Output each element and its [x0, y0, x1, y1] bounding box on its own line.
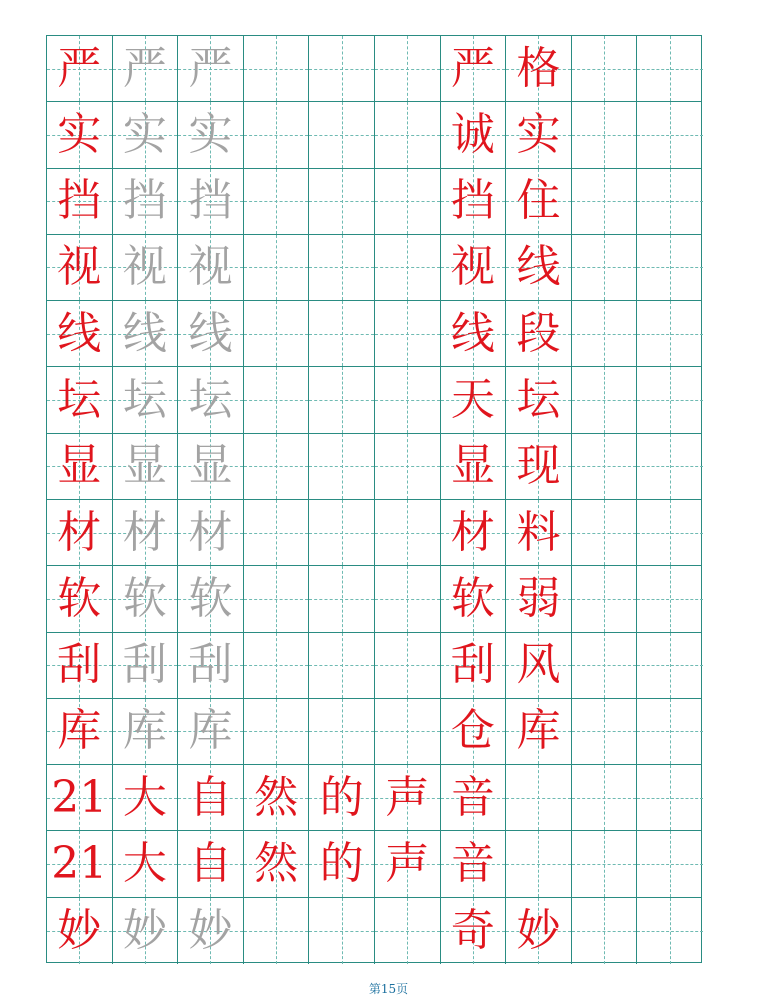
tracing-character: 妙: [188, 904, 233, 956]
grid-cell: [113, 898, 179, 964]
grid-cell: [47, 633, 113, 698]
grid-cell: [572, 765, 638, 830]
model-character: 妙: [57, 904, 102, 956]
model-character: 显: [57, 440, 102, 492]
grid-cell: [178, 633, 244, 698]
model-character: 视: [57, 241, 102, 293]
grid-cell: [47, 169, 113, 234]
model-character: 坛: [57, 374, 102, 426]
practice-grid: [46, 35, 702, 963]
model-character: 大: [122, 771, 167, 823]
grid-row: [47, 235, 701, 301]
model-character: 库: [516, 705, 561, 757]
grid-cell: [375, 831, 441, 896]
model-character: 自: [188, 838, 233, 890]
model-character: 严: [57, 42, 102, 94]
grid-cell: [47, 367, 113, 432]
grid-cell: [637, 36, 703, 101]
grid-cell: [441, 434, 507, 499]
grid-cell: [506, 102, 572, 167]
grid-cell: [178, 434, 244, 499]
grid-cell: [637, 699, 703, 764]
grid-cell: [375, 633, 441, 698]
grid-row: [47, 301, 701, 367]
tracing-character: 刮: [188, 639, 233, 691]
grid-cell: [375, 36, 441, 101]
grid-cell: [309, 898, 375, 964]
grid-row: [47, 566, 701, 632]
model-character: 格: [516, 42, 561, 94]
grid-cell: [506, 831, 572, 896]
model-character: 材: [450, 506, 495, 558]
tracing-character: 刮: [122, 639, 167, 691]
grid-cell: [113, 367, 179, 432]
grid-cell: [178, 169, 244, 234]
grid-cell: [506, 699, 572, 764]
model-character: 显: [450, 440, 495, 492]
tracing-character: 实: [122, 108, 167, 160]
grid-cell: [309, 235, 375, 300]
grid-cell: [244, 102, 310, 167]
grid-cell: [309, 301, 375, 366]
grid-cell: [178, 566, 244, 631]
grid-cell: [309, 36, 375, 101]
model-character: 大: [122, 838, 167, 890]
grid-cell: [637, 831, 703, 896]
grid-cell: [506, 566, 572, 631]
grid-cell: [47, 831, 113, 896]
grid-cell: [178, 765, 244, 830]
tracing-character: 妙: [122, 904, 167, 956]
model-character: 段: [516, 307, 561, 359]
model-character: 自: [188, 771, 233, 823]
model-character: 住: [516, 175, 561, 227]
grid-cell: [441, 831, 507, 896]
grid-cell: [441, 36, 507, 101]
grid-cell: [375, 235, 441, 300]
grid-cell: [47, 102, 113, 167]
grid-cell: [244, 301, 310, 366]
grid-cell: [47, 500, 113, 565]
tracing-character: 材: [188, 506, 233, 558]
grid-cell: [441, 367, 507, 432]
grid-cell: [178, 699, 244, 764]
grid-cell: [113, 102, 179, 167]
model-character: 诚: [450, 108, 495, 160]
grid-cell: [178, 301, 244, 366]
tracing-character: 显: [188, 440, 233, 492]
model-character: 然: [254, 771, 299, 823]
grid-cell: [441, 102, 507, 167]
grid-cell: [309, 102, 375, 167]
grid-cell: [47, 235, 113, 300]
grid-cell: [47, 765, 113, 830]
grid-row: [47, 831, 701, 897]
tracing-character: 库: [122, 705, 167, 757]
grid-cell: [572, 301, 638, 366]
grid-cell: [244, 831, 310, 896]
grid-cell: [441, 169, 507, 234]
model-character: 挡: [450, 175, 495, 227]
grid-cell: [375, 367, 441, 432]
grid-cell: [375, 169, 441, 234]
grid-cell: [47, 898, 113, 964]
tracing-character: 实: [188, 108, 233, 160]
grid-cell: [441, 633, 507, 698]
grid-cell: [113, 169, 179, 234]
grid-cell: [441, 235, 507, 300]
grid-cell: [506, 169, 572, 234]
grid-cell: [441, 301, 507, 366]
grid-cell: [375, 301, 441, 366]
tracing-character: 视: [122, 241, 167, 293]
model-character: 线: [57, 307, 102, 359]
grid-cell: [113, 500, 179, 565]
tracing-character: 严: [122, 42, 167, 94]
grid-cell: [375, 765, 441, 830]
grid-cell: [309, 699, 375, 764]
model-character: 软: [57, 572, 102, 624]
grid-cell: [637, 633, 703, 698]
grid-cell: [309, 831, 375, 896]
grid-cell: [113, 566, 179, 631]
grid-cell: [572, 500, 638, 565]
grid-cell: [47, 566, 113, 631]
model-character: 21: [51, 771, 108, 823]
tracing-character: 坛: [122, 374, 167, 426]
model-character: 然: [254, 838, 299, 890]
grid-cell: [178, 831, 244, 896]
grid-cell: [244, 169, 310, 234]
grid-cell: [309, 434, 375, 499]
model-character: 库: [57, 705, 102, 757]
grid-cell: [178, 500, 244, 565]
model-character: 刮: [450, 639, 495, 691]
grid-cell: [244, 898, 310, 964]
model-character: 的: [319, 838, 364, 890]
grid-row: [47, 898, 701, 964]
model-character: 妙: [516, 904, 561, 956]
model-character: 实: [516, 108, 561, 160]
model-character: 音: [450, 771, 495, 823]
grid-cell: [244, 36, 310, 101]
model-character: 天: [450, 374, 495, 426]
grid-cell: [637, 102, 703, 167]
model-character: 视: [450, 241, 495, 293]
grid-row: [47, 367, 701, 433]
grid-cell: [375, 898, 441, 964]
grid-cell: [244, 235, 310, 300]
grid-cell: [113, 633, 179, 698]
model-character: 弱: [516, 572, 561, 624]
grid-cell: [47, 301, 113, 366]
grid-cell: [244, 633, 310, 698]
model-character: 线: [450, 307, 495, 359]
grid-cell: [244, 434, 310, 499]
grid-cell: [572, 169, 638, 234]
model-character: 坛: [516, 374, 561, 426]
grid-cell: [309, 500, 375, 565]
grid-row: [47, 633, 701, 699]
grid-cell: [506, 434, 572, 499]
grid-cell: [572, 831, 638, 896]
grid-cell: [113, 434, 179, 499]
model-character: 实: [57, 108, 102, 160]
grid-cell: [441, 566, 507, 631]
grid-cell: [309, 633, 375, 698]
tracing-character: 视: [188, 241, 233, 293]
tracing-character: 软: [122, 572, 167, 624]
tracing-character: 坛: [188, 374, 233, 426]
grid-cell: [637, 434, 703, 499]
tracing-character: 线: [122, 307, 167, 359]
grid-cell: [244, 699, 310, 764]
tracing-character: 显: [122, 440, 167, 492]
grid-row: [47, 500, 701, 566]
tracing-character: 库: [188, 705, 233, 757]
grid-cell: [506, 765, 572, 830]
model-character: 严: [450, 42, 495, 94]
grid-cell: [178, 367, 244, 432]
grid-cell: [572, 434, 638, 499]
model-character: 音: [450, 838, 495, 890]
model-character: 现: [516, 440, 561, 492]
grid-cell: [178, 235, 244, 300]
grid-cell: [506, 898, 572, 964]
grid-cell: [572, 235, 638, 300]
grid-cell: [441, 699, 507, 764]
grid-cell: [441, 765, 507, 830]
grid-cell: [113, 765, 179, 830]
grid-cell: [309, 169, 375, 234]
grid-cell: [637, 566, 703, 631]
grid-row: [47, 699, 701, 765]
grid-cell: [506, 36, 572, 101]
grid-cell: [637, 500, 703, 565]
grid-cell: [375, 500, 441, 565]
grid-cell: [113, 831, 179, 896]
grid-cell: [572, 898, 638, 964]
grid-cell: [506, 633, 572, 698]
model-character: 料: [516, 506, 561, 558]
model-character: 21: [51, 838, 108, 890]
grid-cell: [441, 898, 507, 964]
grid-cell: [178, 36, 244, 101]
tracing-character: 挡: [122, 175, 167, 227]
grid-cell: [506, 367, 572, 432]
grid-cell: [637, 169, 703, 234]
model-character: 仓: [450, 705, 495, 757]
grid-cell: [47, 36, 113, 101]
model-character: 声: [385, 838, 430, 890]
tracing-character: 严: [188, 42, 233, 94]
model-character: 奇: [450, 904, 495, 956]
grid-cell: [637, 765, 703, 830]
grid-row: [47, 765, 701, 831]
tracing-character: 材: [122, 506, 167, 558]
grid-cell: [47, 699, 113, 764]
model-character: 材: [57, 506, 102, 558]
grid-cell: [506, 500, 572, 565]
grid-cell: [375, 434, 441, 499]
grid-cell: [572, 633, 638, 698]
grid-cell: [309, 566, 375, 631]
tracing-character: 软: [188, 572, 233, 624]
model-character: 的: [319, 771, 364, 823]
grid-cell: [572, 36, 638, 101]
grid-cell: [244, 500, 310, 565]
grid-cell: [375, 102, 441, 167]
model-character: 软: [450, 572, 495, 624]
grid-cell: [572, 566, 638, 631]
model-character: 风: [516, 639, 561, 691]
model-character: 线: [516, 241, 561, 293]
grid-cell: [113, 301, 179, 366]
tracing-character: 线: [188, 307, 233, 359]
grid-cell: [637, 367, 703, 432]
grid-row: [47, 434, 701, 500]
grid-cell: [506, 235, 572, 300]
grid-cell: [113, 699, 179, 764]
grid-row: [47, 36, 701, 102]
grid-cell: [637, 235, 703, 300]
grid-cell: [637, 898, 703, 964]
grid-cell: [244, 367, 310, 432]
page-number: 第15页: [368, 982, 409, 996]
grid-cell: [309, 367, 375, 432]
tracing-character: 挡: [188, 175, 233, 227]
grid-cell: [441, 500, 507, 565]
grid-cell: [178, 898, 244, 964]
grid-row: [47, 102, 701, 168]
grid-row: [47, 169, 701, 235]
grid-cell: [244, 765, 310, 830]
grid-cell: [113, 235, 179, 300]
model-character: 挡: [57, 175, 102, 227]
grid-cell: [244, 566, 310, 631]
grid-cell: [572, 367, 638, 432]
grid-cell: [572, 102, 638, 167]
grid-cell: [47, 434, 113, 499]
grid-cell: [178, 102, 244, 167]
grid-cell: [375, 566, 441, 631]
grid-cell: [375, 699, 441, 764]
grid-cell: [113, 36, 179, 101]
grid-cell: [637, 301, 703, 366]
model-character: 声: [385, 771, 430, 823]
grid-cell: [572, 699, 638, 764]
model-character: 刮: [57, 639, 102, 691]
grid-cell: [309, 765, 375, 830]
grid-cell: [506, 301, 572, 366]
